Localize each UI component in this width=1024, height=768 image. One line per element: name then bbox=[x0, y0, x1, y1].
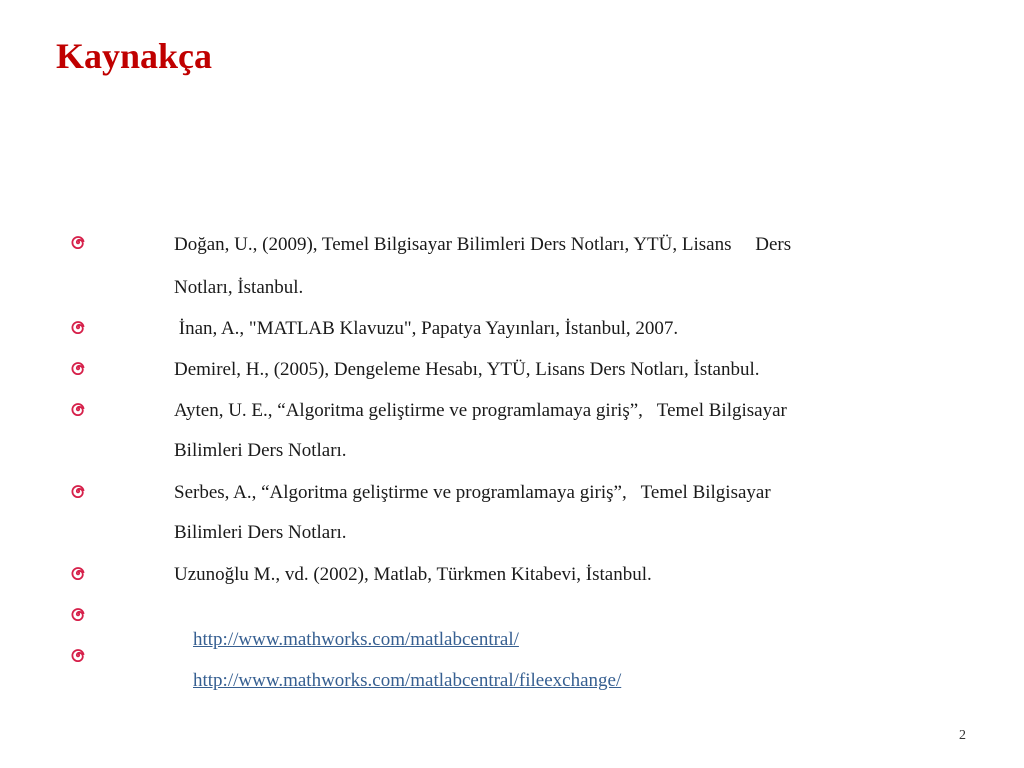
reference-1-line-1: Doğan, U., (2009), Temel Bilgisayar Bilimleri Ders Notları, YTÜ, Lisans Ders bbox=[174, 234, 792, 255]
reference-6-line-1: Uzunoğlu M., vd. (2002), Matlab, Türkmen Kitabevi, İstanbul. bbox=[174, 564, 652, 585]
spiral-bullet-icon bbox=[71, 607, 85, 621]
reference-5-line-2: Bilimleri Ders Notları. bbox=[174, 522, 347, 543]
spiral-bullet-icon bbox=[71, 648, 85, 662]
spiral-bullet-icon bbox=[71, 235, 85, 249]
spiral-bullet-icon bbox=[71, 320, 85, 334]
mathworks-fileexchange-link[interactable]: http://www.mathworks.com/matlabcentral/fileexchange/ bbox=[193, 670, 622, 691]
spiral-bullet-icon bbox=[71, 566, 85, 580]
page-number: 2 bbox=[959, 728, 966, 743]
spiral-bullet-icon bbox=[71, 402, 85, 416]
spiral-bullet-icon bbox=[71, 361, 85, 375]
mathworks-matlabcentral-link[interactable]: http://www.mathworks.com/matlabcentral/ bbox=[193, 629, 519, 650]
slide-title: Kaynakça bbox=[56, 36, 213, 76]
spiral-bullet-icon bbox=[71, 484, 85, 498]
reference-4-line-1: Ayten, U. E., “Algoritma geliştirme ve programlamaya giriş”, Temel Bilgisayar bbox=[174, 400, 787, 421]
reference-8 bbox=[174, 645, 621, 717]
reference-2-line-1: İnan, A., "MATLAB Klavuzu", Papatya Yayınları, İstanbul, 2007. bbox=[174, 318, 679, 339]
reference-3-line-1: Demirel, H., (2005), Dengeleme Hesabı, YTÜ, Lisans Ders Notları, İstanbul. bbox=[174, 359, 760, 380]
reference-1-line-2: Notları, İstanbul. bbox=[174, 277, 304, 298]
reference-4-line-2: Bilimleri Ders Notları. bbox=[174, 440, 347, 461]
reference-5-line-1: Serbes, A., “Algoritma geliştirme ve programlamaya giriş”, Temel Bilgisayar bbox=[174, 482, 771, 503]
